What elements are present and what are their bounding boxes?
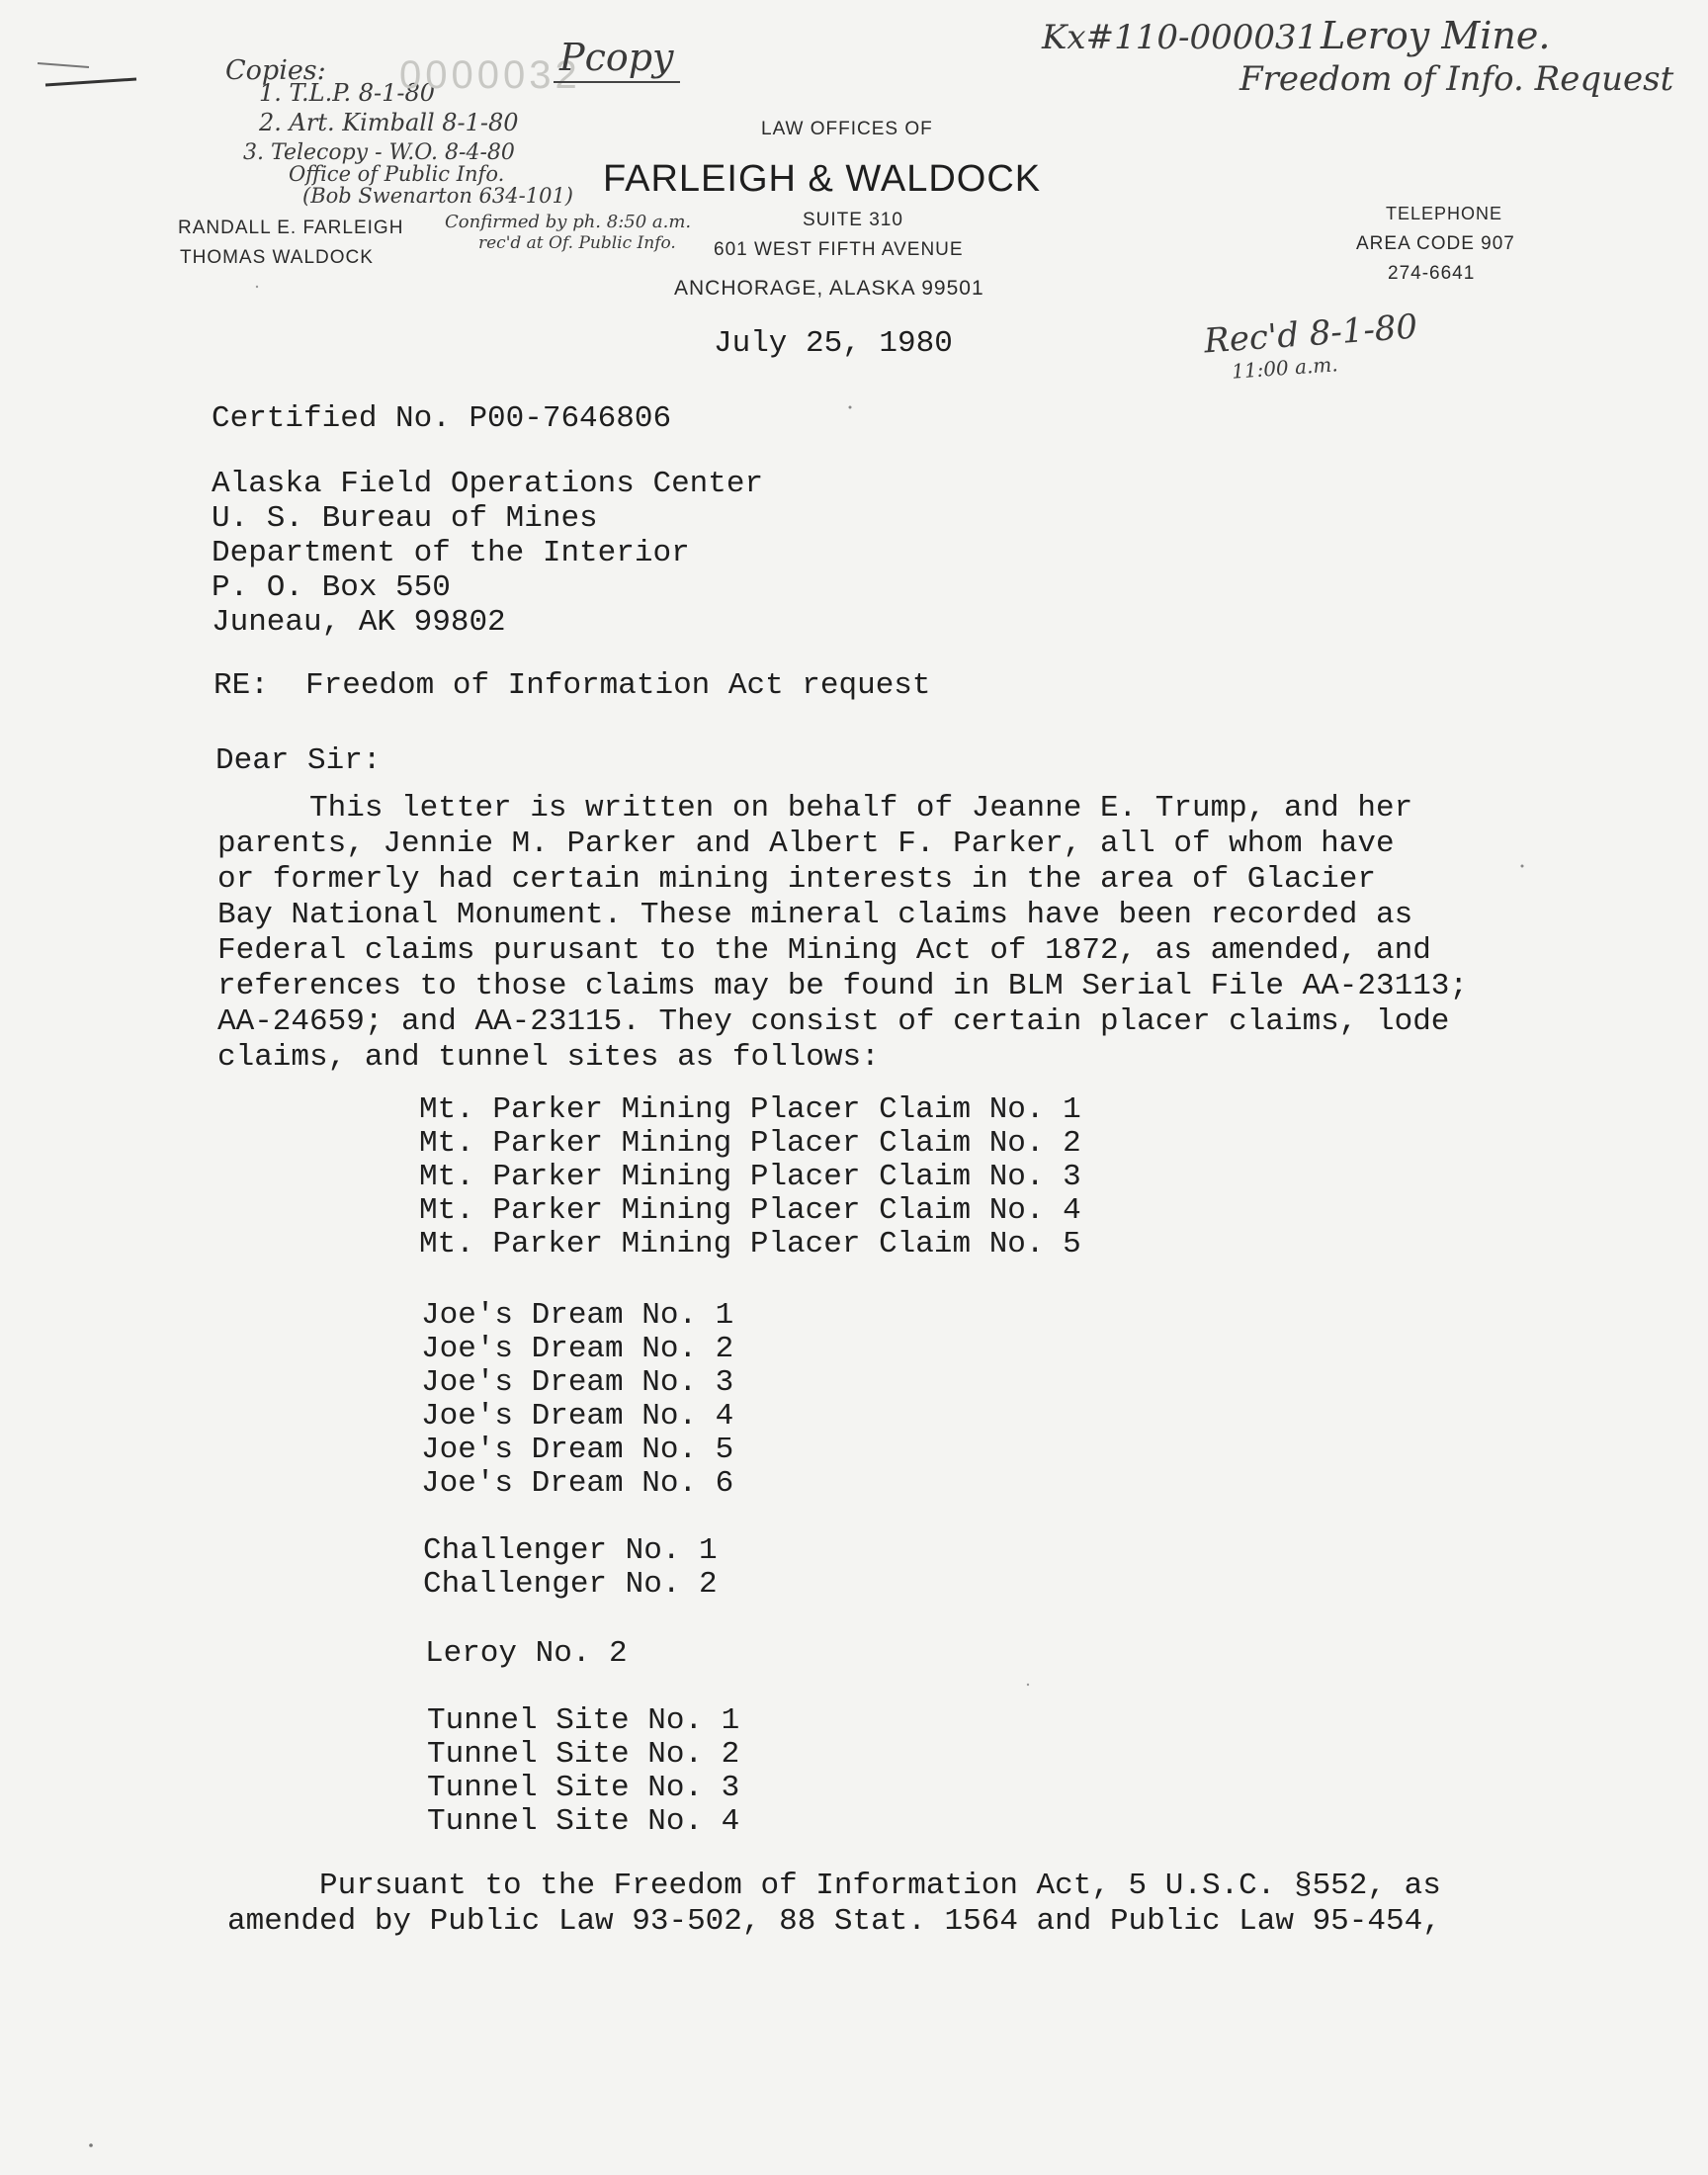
letter-date: July 25, 1980 xyxy=(714,326,953,361)
firm-street: 601 WEST FIFTH AVENUE xyxy=(714,239,964,260)
address-line: Department of the Interior xyxy=(212,536,690,570)
list-item: Joe's Dream No. 5 xyxy=(421,1433,734,1467)
file-reference-number: Kx#110-000031 xyxy=(1042,18,1319,57)
list-item: Challenger No. 1 xyxy=(423,1533,718,1568)
address-line: Alaska Field Operations Center xyxy=(212,467,764,501)
partner-name-2: THOMAS WALDOCK xyxy=(180,247,374,268)
firm-name: FARLEIGH & WALDOCK xyxy=(603,158,1042,200)
claims-list-leroy xyxy=(425,1637,628,1671)
list-item: Joe's Dream No. 6 xyxy=(421,1466,734,1501)
paragraph-line: Pursuant to the Freedom of Information Act, 5 U.S.C. §552, as xyxy=(227,1869,1441,1903)
copy-mark: Pcopy xyxy=(554,36,680,83)
list-item: Mt. Parker Mining Placer Claim No. 5 xyxy=(419,1227,1081,1262)
paragraph-line: or formerly had certain mining interests in the area of Glacier xyxy=(217,862,1376,897)
list-item: Tunnel Site No. 1 xyxy=(427,1703,740,1738)
list-item: Challenger No. 2 xyxy=(423,1567,718,1602)
firm-city: ANCHORAGE, ALASKA 99501 xyxy=(674,277,984,300)
inside-address xyxy=(212,467,763,640)
claims-list-mt-parker xyxy=(419,1093,1081,1262)
copies-line-7: rec'd at Of. Public Info. xyxy=(478,233,676,253)
paragraph-line: Bay National Monument. These mineral claims have been recorded as xyxy=(217,898,1413,932)
body-paragraph-2 xyxy=(227,1869,1441,1940)
copies-label: Copies: xyxy=(225,55,326,86)
list-item: Mt. Parker Mining Placer Claim No. 2 xyxy=(419,1126,1081,1161)
list-item: Tunnel Site No. 4 xyxy=(427,1804,740,1839)
body-paragraph-1 xyxy=(217,791,1468,1076)
area-code: AREA CODE 907 xyxy=(1356,233,1515,254)
faint-stamp-number: 0000032 xyxy=(399,53,581,97)
received-time: 11:00 a.m. xyxy=(1231,352,1339,384)
copies-line-2: 2. Art. Kimball 8-1-80 xyxy=(259,109,519,136)
list-item: Mt. Parker Mining Placer Claim No. 3 xyxy=(419,1160,1081,1194)
certified-number: Certified No. P00-7646806 xyxy=(212,401,672,436)
firm-suite: SUITE 310 xyxy=(803,210,903,230)
list-item: Joe's Dream No. 3 xyxy=(421,1365,734,1400)
paragraph-line: AA-24659; and AA-23115. They consist of certain placer claims, lode xyxy=(217,1004,1450,1039)
paragraph-line: amended by Public Law 93-502, 88 Stat. 1564 and Public Law 95-454, xyxy=(227,1904,1441,1939)
list-item: Mt. Parker Mining Placer Claim No. 4 xyxy=(419,1193,1081,1228)
paragraph-line: references to those claims may be found in BLM Serial File AA-23113; xyxy=(217,969,1469,1003)
salutation: Dear Sir: xyxy=(215,743,382,778)
copies-line-5: (Bob Swenarton 634-101) xyxy=(302,184,573,208)
list-item: Joe's Dream No. 1 xyxy=(421,1298,734,1333)
copies-line-6: Confirmed by ph. 8:50 a.m. xyxy=(445,212,692,232)
claims-list-joes-dream xyxy=(421,1299,733,1501)
copies-line-1: 1. T.L.P. 8-1-80 xyxy=(259,79,436,107)
file-title: Leroy Mine. xyxy=(1321,14,1551,57)
list-item: Mt. Parker Mining Placer Claim No. 1 xyxy=(419,1092,1081,1127)
list-item: Joe's Dream No. 2 xyxy=(421,1332,734,1366)
pen-mark-icon xyxy=(30,40,148,99)
claims-list-challenger xyxy=(423,1534,718,1602)
claims-list-tunnel-sites xyxy=(427,1704,739,1839)
address-line: U. S. Bureau of Mines xyxy=(212,501,598,536)
list-item: Tunnel Site No. 2 xyxy=(427,1737,740,1772)
paragraph-line: parents, Jennie M. Parker and Albert F. Parker, all of whom have xyxy=(217,826,1395,861)
copies-line-3: 3. Telecopy - W.O. 8-4-80 xyxy=(243,140,515,165)
address-line: Juneau, AK 99802 xyxy=(212,605,506,640)
list-item: Joe's Dream No. 4 xyxy=(421,1399,734,1434)
copies-line-4: Office of Public Info. xyxy=(289,162,505,186)
list-item: Tunnel Site No. 3 xyxy=(427,1771,740,1805)
file-subtitle: Freedom of Info. Request xyxy=(1239,59,1674,99)
subject-line: RE: Freedom of Information Act request xyxy=(214,668,931,703)
received-stamp: Rec'd 8-1-80 xyxy=(1202,306,1419,362)
list-item: Leroy No. 2 xyxy=(425,1636,628,1671)
paragraph-line: Federal claims purusant to the Mining Act of 1872, as amended, and xyxy=(217,933,1431,968)
telephone-label: TELEPHONE xyxy=(1386,204,1503,223)
paragraph-line: This letter is written on behalf of Jeanne E. Trump, and her xyxy=(217,791,1413,826)
law-offices-label: LAW OFFICES OF xyxy=(761,119,933,139)
paragraph-line: claims, and tunnel sites as follows: xyxy=(217,1040,880,1075)
address-line: P. O. Box 550 xyxy=(212,570,451,605)
partner-name-1: RANDALL E. FARLEIGH xyxy=(178,218,404,238)
telephone-number: 274-6641 xyxy=(1388,263,1476,284)
